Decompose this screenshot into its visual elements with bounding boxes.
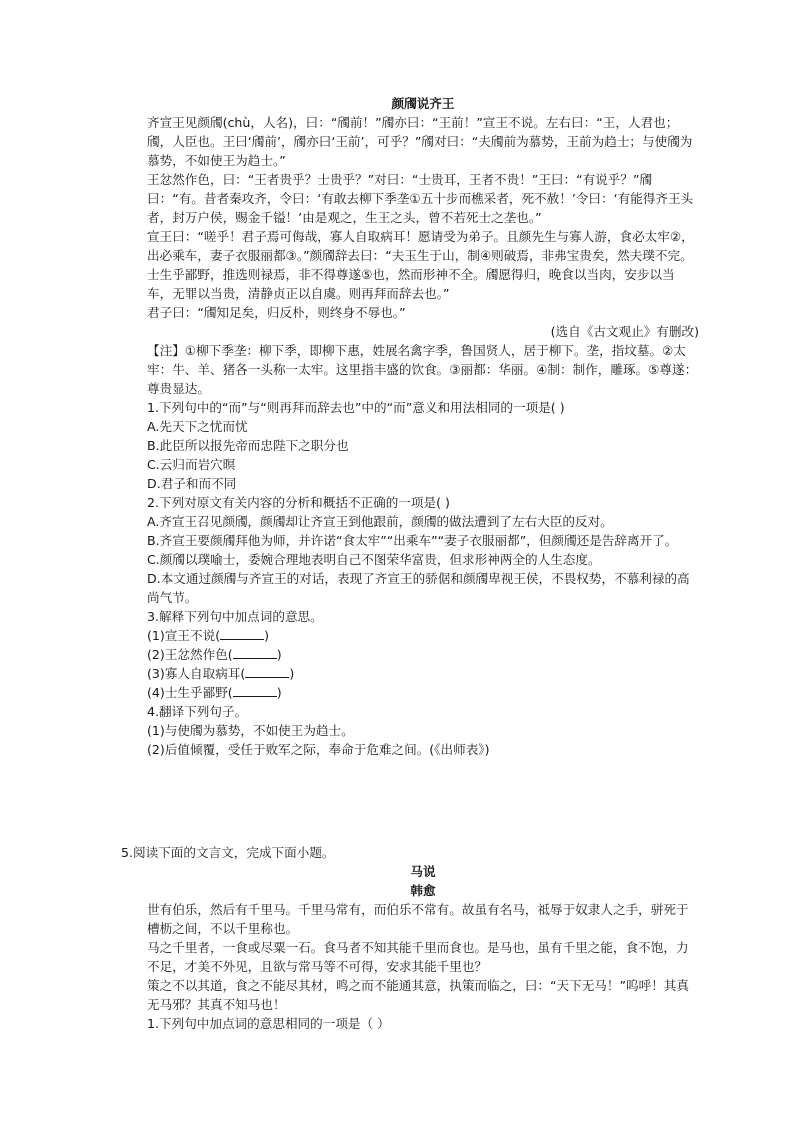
passage-paragraph: 齐宣王见颜斶(chù，人名)，曰：“斶前！”斶亦曰：“王前！”宣王不说。左右曰：“王，人君也；斶，人臣也。王曰‘斶前’，斶亦曰‘王前’，可乎？”斶对曰：“夫斶前为慕势，王前为趋士；与使斶为慕势，不如使王为趋士。” xyxy=(147,115,693,168)
passage-2-paragraph: 世有伯乐，然后有千里马。千里马常有，而伯乐不常有。故虽有名马，祗辱于奴隶人之手，骈死于槽枥之间，不以千里称也。 xyxy=(147,902,689,936)
question-1-option: A.先天下之忧而忧 xyxy=(147,419,248,434)
question-2-option: C.颜斶以璞喻士，委婉合理地表明自己不图荣华富贵，但求形神两全的人生态度。 xyxy=(147,552,601,567)
passage-notes: 【注】①柳下季垄：柳下季，即柳下惠，姓展名禽字季，鲁国贤人，居于柳下。垄，指坟墓。②太牢：牛、羊、猪各一头称一太牢。这里指丰盛的饮食。③丽都：华丽。④制：制作，雕琢。⑤尊遂：尊贵显达。 xyxy=(147,343,698,396)
question-3-item-close: ) xyxy=(264,628,270,643)
passage-2-title: 马说 xyxy=(410,864,436,879)
question-4-item: (1)与使斶为慕势，不如使王为趋士。 xyxy=(147,723,354,738)
question-2-option: A.齐宣王召见颜斶，颜斶却让齐宣王到他跟前，颜斶的做法遭到了左右大臣的反对。 xyxy=(147,514,613,529)
question-3-item xyxy=(147,645,699,664)
question-3-item-close: ) xyxy=(276,647,282,662)
question-4-stem: 4.翻译下列句子。 xyxy=(147,704,248,719)
answer-blank[interactable] xyxy=(233,684,277,697)
question-4-item: (2)后值倾覆，受任于败军之际，奉命于危难之间。(《出师表》) xyxy=(147,742,490,757)
passage-1 xyxy=(147,94,699,759)
question-3-item-close: ) xyxy=(289,666,295,681)
answer-blank[interactable] xyxy=(233,646,277,659)
question-3-item-text: (1)宣王不说( xyxy=(147,628,221,643)
question-1-stem: 1.下列句中的“而”与“则再拜而辞去也”中的“而”意义和用法相同的一项是( ) xyxy=(147,400,565,415)
question-3-item-close: ) xyxy=(276,685,282,700)
question-1-option: D.君子和而不同 xyxy=(147,476,237,491)
question-3-item-text: (4)士生乎鄙野( xyxy=(147,685,233,700)
passage-2 xyxy=(147,862,699,1033)
passage-2-paragraph: 策之不以其道，食之不能尽其材，鸣之而不能通其意，执策而临之，曰：“天下无马！”呜呼！其真无马邪？其真不知马也！ xyxy=(147,978,689,1012)
question-2-option: B.齐宣王要颜斶拜他为师，并许诺“食太牢”“出乘车”“妻子衣服丽都”，但颜斶还是告辞离开了。 xyxy=(147,533,678,548)
answer-blank[interactable] xyxy=(220,627,264,640)
question-2-option: D.本文通过颜斶与齐宣王的对话，表现了齐宣王的骄倨和颜斶卑视王侯，不畏权势，不慕利禄的高尚气节。 xyxy=(147,571,690,605)
passage-2-paragraph: 马之千里者，一食或尽粟一石。食马者不知其能千里而食也。是马也，虽有千里之能，食不饱，力不足，才美不外见，且欲与常马等不可得，安求其能千里也？ xyxy=(147,940,689,974)
passage-paragraph: 君子曰：“斶知足矣，归反朴，则终身不辱也。” xyxy=(147,305,406,320)
question-5-1-stem: 1.下列句中加点词的意思相同的一项是（ ） xyxy=(147,1016,390,1031)
question-2-stem: 2.下列对原文有关内容的分析和概括不正确的一项是( ) xyxy=(147,495,450,510)
question-3-item xyxy=(147,683,699,702)
question-1-option: B.此臣所以报先帝而忠陛下之职分也 xyxy=(147,438,349,453)
question-1-option: C.云归而岩穴暝 xyxy=(147,457,236,472)
question-3-item xyxy=(147,626,699,645)
passage-paragraph: 宣王曰：“嗟乎！君子焉可侮哉，寡人自取病耳！愿请受为弟子。且颜先生与寡人游，食必太牢②，出必乘车，妻子衣服丽都③。”颜斶辞去曰：“夫玉生于山，制④则破焉，非弗宝贵矣，然夫璞不完。士生乎鄙野，推选则禄焉，非不得尊遂⑤也，然而形神不全。斶愿得归，晚食以当肉，安步以当车，无罪以当贵，清静贞正以自虞。则再拜而辞去也。” xyxy=(147,229,694,301)
question-3-item xyxy=(147,664,699,683)
passage-title: 颜斶说齐王 xyxy=(391,96,455,111)
passage-2-author: 韩愈 xyxy=(410,883,436,898)
answer-blank[interactable] xyxy=(245,665,289,678)
question-3-item-text: (3)寡人自取病耳( xyxy=(147,666,246,681)
question-3-stem: 3.解释下列句中加点词的意思。 xyxy=(147,609,323,624)
question-5-intro: 5.阅读下面的文言文，完成下面小题。 xyxy=(121,845,335,860)
passage-paragraph: 王忿然作色，曰：“王者贵乎？士贵乎？”对曰：“士贵耳，王者不贵！”王曰：“有说乎？”斶曰：“有。昔者秦攻齐，令曰：‘有敢去柳下季垄①五十步而樵采者，死不赦！’令曰：‘有能得齐王头者，封万户侯，赐金千镒！’由是观之，生王之头，曾不若死士之垄也。” xyxy=(147,172,694,225)
question-3-item-text: (2)王忿然作色( xyxy=(147,647,233,662)
passage-source: (选自《古文观止》有删改) xyxy=(550,324,699,339)
